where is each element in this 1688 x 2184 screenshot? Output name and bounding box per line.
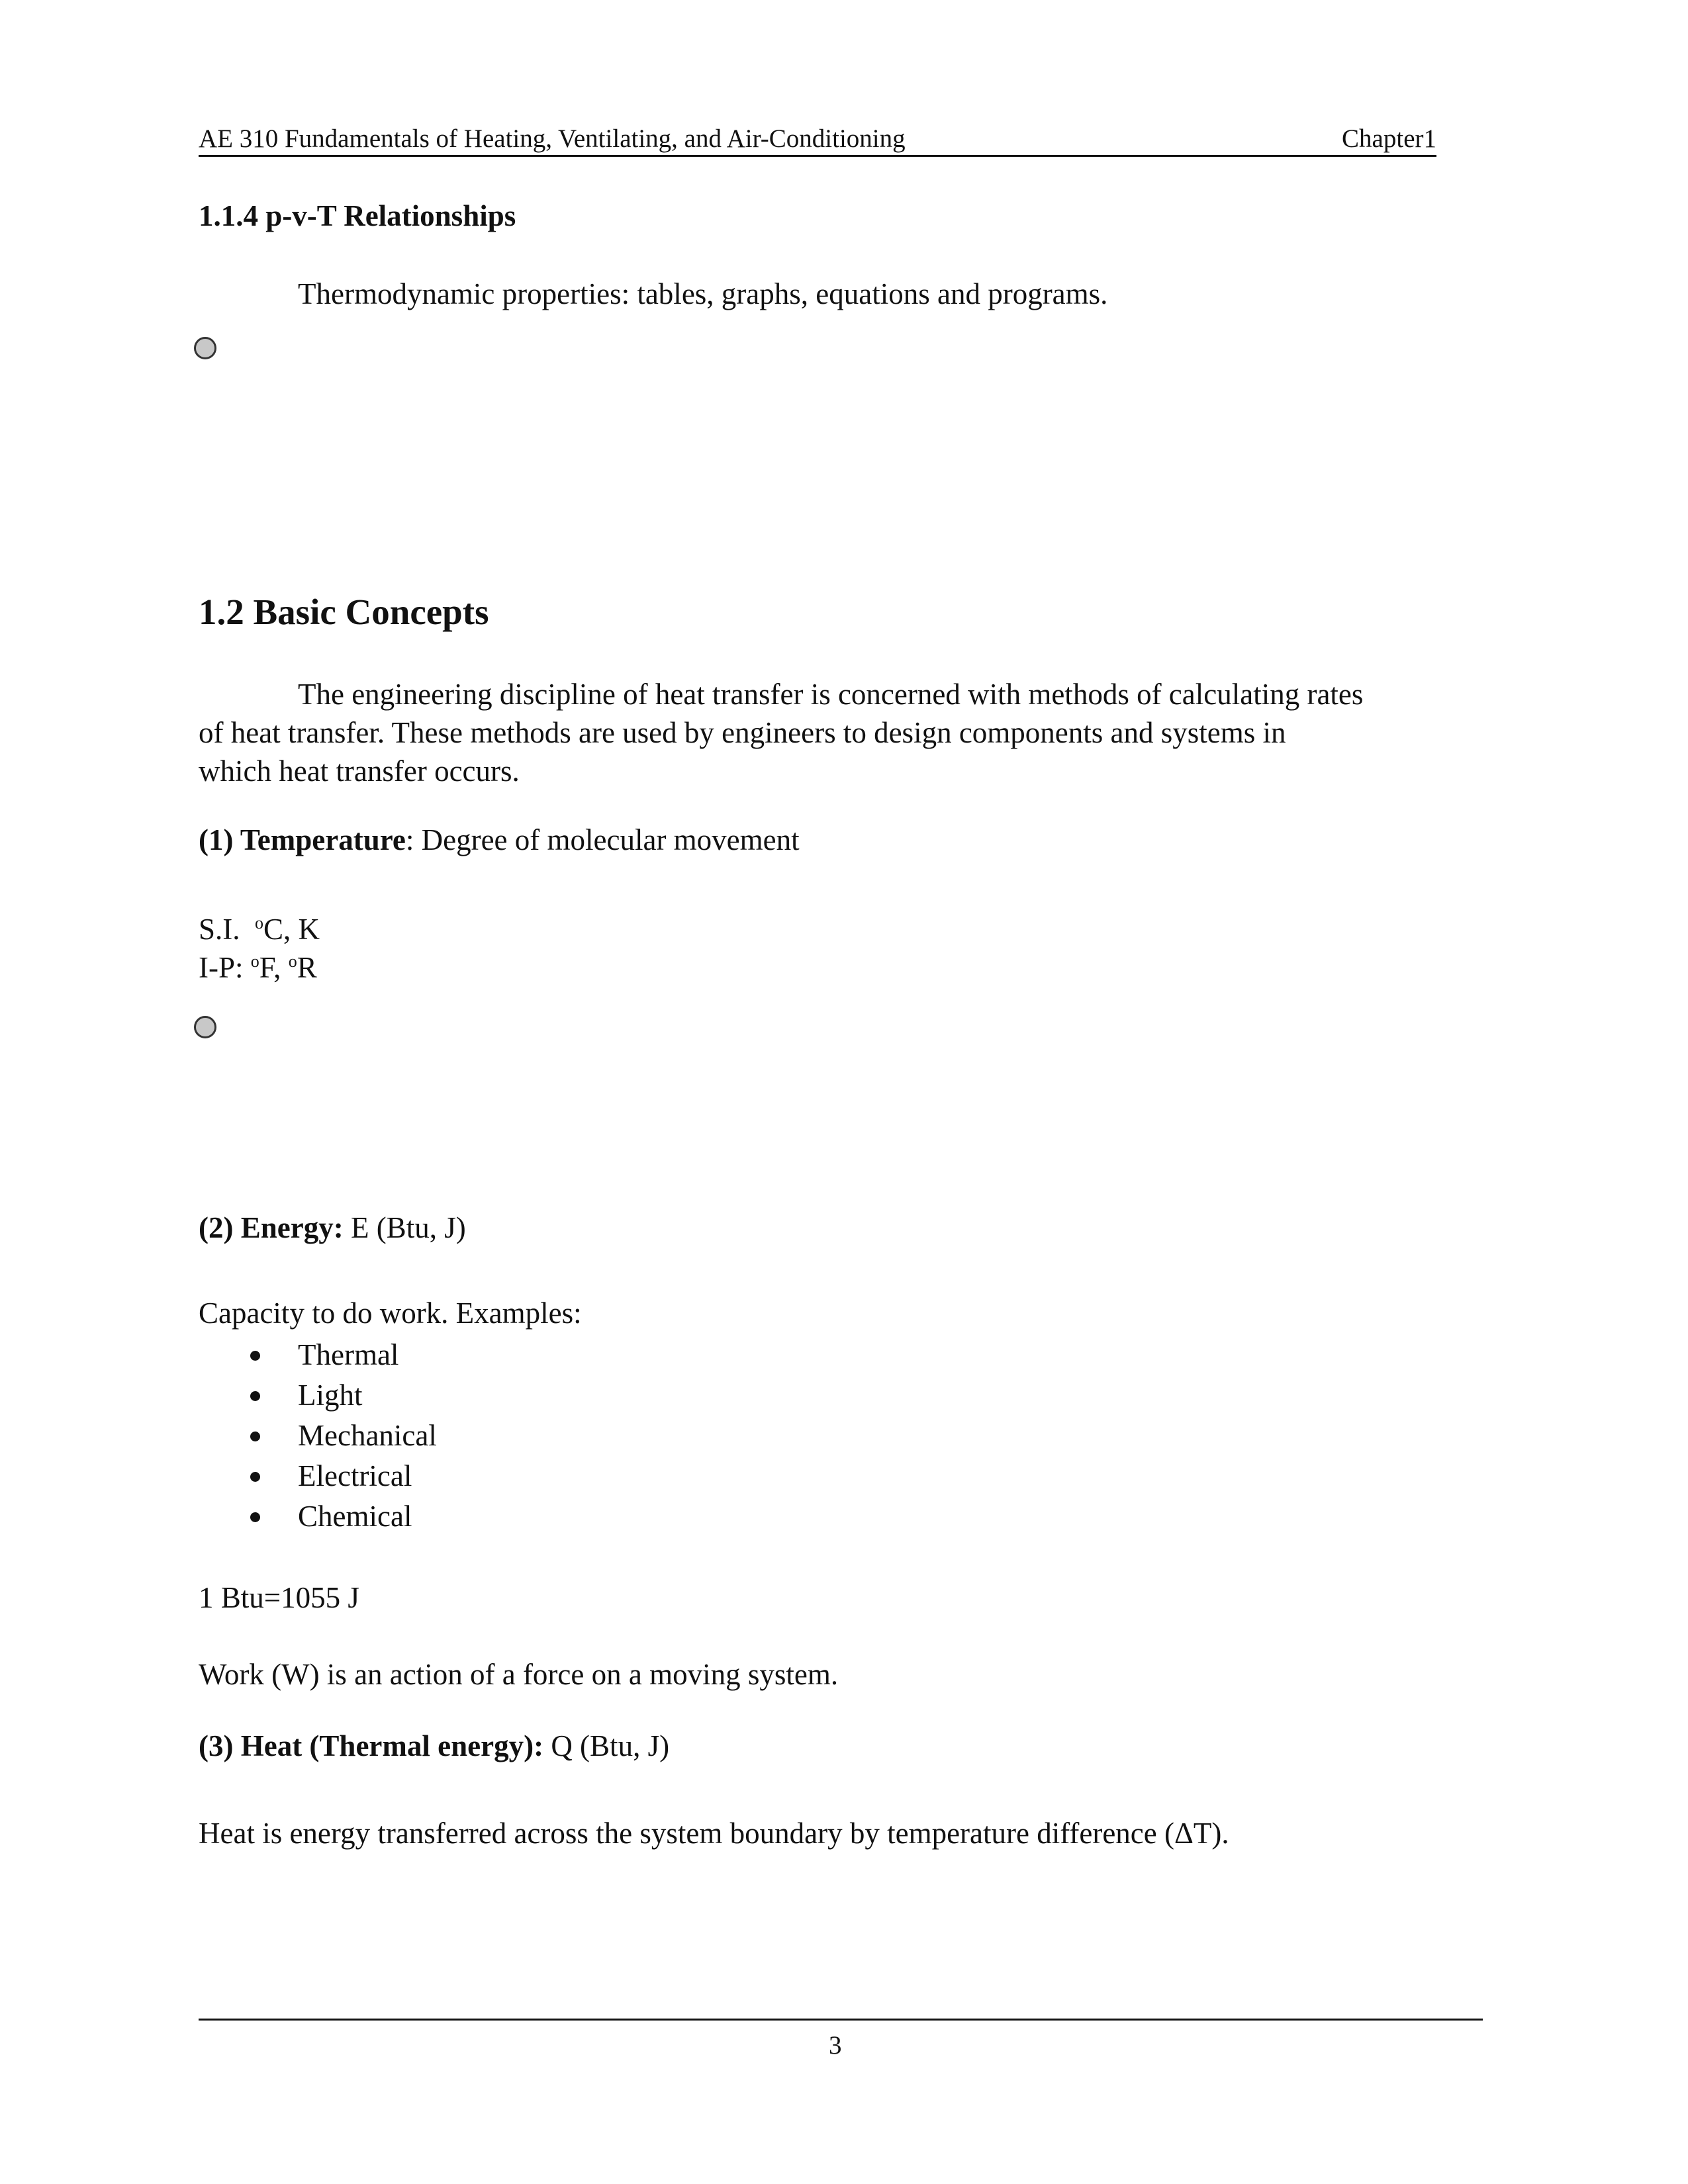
bullet-dot-icon bbox=[250, 1391, 260, 1401]
temperature-line bbox=[199, 821, 800, 859]
section-114-title: 1.1.4 p-v-T Relationships bbox=[199, 199, 516, 232]
energy-line bbox=[199, 1208, 466, 1247]
energy-label: (2) Energy: bbox=[199, 1211, 344, 1244]
energy-intro: Capacity to do work. Examples: bbox=[199, 1297, 582, 1330]
header-chapter: Chapter1 bbox=[1342, 124, 1436, 153]
list-item-text: Mechanical bbox=[298, 1419, 437, 1452]
basic-concepts-paragraph bbox=[199, 675, 1363, 790]
work-definition: Work (W) is an action of a force on a moving system. bbox=[199, 1658, 839, 1691]
footer-divider bbox=[199, 2019, 1483, 2021]
ip-unit-r: R bbox=[297, 951, 317, 984]
si-units-line bbox=[199, 910, 320, 948]
header-course-title: AE 310 Fundamentals of Heating, Ventilating, and Air-Conditioning bbox=[199, 124, 906, 153]
degree-symbol: o bbox=[255, 913, 264, 933]
ip-unit-f: F, bbox=[259, 951, 289, 984]
heat-label: (3) Heat (Thermal energy): bbox=[199, 1729, 544, 1762]
bullet-dot-icon bbox=[250, 1472, 260, 1482]
bullet-dot-icon bbox=[250, 1512, 260, 1522]
btu-conversion: 1 Btu=1055 J bbox=[199, 1581, 359, 1614]
bullet-circle-marker bbox=[194, 1016, 216, 1038]
page-number: 3 bbox=[829, 2031, 842, 2060]
list-item-text: Thermal bbox=[298, 1338, 399, 1371]
heat-definition: Heat is energy transferred across the system boundary by temperature difference (ΔT). bbox=[199, 1817, 1229, 1850]
energy-symbol: E (Btu, J) bbox=[343, 1211, 466, 1244]
heat-line bbox=[199, 1727, 669, 1765]
bullet-dot-icon bbox=[250, 1351, 260, 1361]
paragraph-line-2: of heat transfer. These methods are used by engineers to design components and systems in bbox=[199, 716, 1286, 749]
degree-symbol: o bbox=[250, 952, 259, 971]
paragraph-line-3: which heat transfer occurs. bbox=[199, 754, 520, 788]
bullet-circle-marker bbox=[194, 337, 216, 359]
section-12-title: 1.2 Basic Concepts bbox=[199, 592, 489, 632]
bullet-dot-icon bbox=[250, 1432, 260, 1441]
temperature-definition: : Degree of molecular movement bbox=[405, 823, 800, 856]
temperature-label: (1) Temperature bbox=[199, 823, 406, 856]
page-header bbox=[199, 116, 1436, 157]
paragraph-line-1: The engineering discipline of heat transfer is concerned with methods of calculating rates bbox=[298, 678, 1364, 711]
list-item-text: Light bbox=[298, 1379, 363, 1412]
heat-symbol: Q (Btu, J) bbox=[543, 1729, 670, 1762]
ip-prefix: I-P: bbox=[199, 951, 251, 984]
list-item-text: Electrical bbox=[298, 1459, 412, 1492]
ip-units-line bbox=[199, 948, 317, 987]
degree-symbol: o bbox=[288, 952, 297, 971]
section-114-text: Thermodynamic properties: tables, graphs, equations and programs. bbox=[298, 277, 1108, 310]
si-prefix: S.I. bbox=[199, 913, 256, 946]
si-units: C, K bbox=[263, 913, 320, 946]
list-item-text: Chemical bbox=[298, 1500, 412, 1533]
